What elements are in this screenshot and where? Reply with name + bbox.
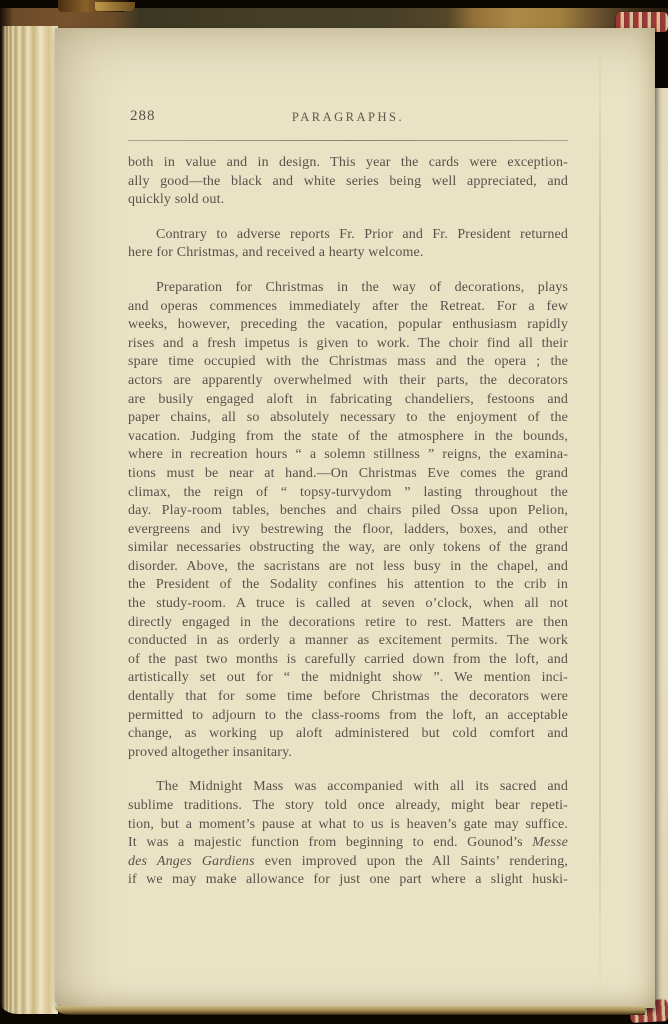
text-segment: the study-room. A truce is called at seven o’clock, when all not bbox=[128, 596, 568, 612]
text-line bbox=[128, 173, 568, 192]
text-line bbox=[128, 539, 568, 558]
text-segment: and operas commences immediately after the Retreat. For a few bbox=[128, 298, 568, 314]
text-segment: even improved upon the All Saints’ rendering, bbox=[254, 853, 568, 869]
text-line bbox=[128, 353, 568, 372]
text-segment: paper chains, all so absolutely necessary to the enjoyment of the bbox=[128, 410, 568, 426]
text-line bbox=[128, 279, 568, 298]
text-segment: change, as working up aloft administered but cold comfort and bbox=[128, 726, 568, 742]
worn-leather-fragment bbox=[95, 2, 135, 11]
text-line bbox=[128, 651, 568, 670]
text-segment: spare time occupied with the Christmas mass and the opera ; the bbox=[128, 354, 568, 370]
text-segment: ally good—the black and white series being well appreciated, and bbox=[128, 173, 568, 189]
text-line bbox=[128, 521, 568, 540]
text-segment: dentally that for some time before Christmas the decorators were bbox=[128, 689, 568, 705]
page-number: 288 bbox=[130, 108, 156, 124]
text-line bbox=[128, 191, 568, 210]
text-line bbox=[128, 298, 568, 317]
text-line bbox=[128, 409, 568, 428]
text-line bbox=[128, 688, 568, 707]
text-line bbox=[128, 595, 568, 614]
text-line bbox=[128, 465, 568, 484]
header-rule bbox=[128, 140, 568, 141]
running-title: PARAGRAPHS. bbox=[291, 110, 405, 124]
text-segment: conducted in as orderly a manner as excitement permits. The work bbox=[128, 633, 568, 649]
text-line bbox=[128, 226, 568, 245]
text-line bbox=[128, 725, 568, 744]
text-line bbox=[128, 576, 568, 595]
text-line bbox=[128, 428, 568, 447]
text-segment: both in value and in design. This year the cards were exception- bbox=[128, 155, 568, 170]
text-line bbox=[128, 316, 568, 335]
text-line bbox=[128, 797, 568, 816]
text-line bbox=[128, 335, 568, 354]
text-segment: sublime traditions. The story told once already, might bear repeti- bbox=[128, 798, 568, 813]
text-segment: weeks, however, preceding the vacation, popular enthusiasm rapidly bbox=[128, 317, 568, 333]
text-segment: tions must be near at hand.—On Christmas Eve comes the grand bbox=[128, 465, 568, 481]
text-segment: where in recreation hours “ a solemn stillness ” reigns, the examina- bbox=[128, 447, 568, 463]
text-segment: if we may make allowance for just one part where a slight huski- bbox=[128, 872, 568, 888]
stacked-page-edges bbox=[0, 26, 58, 1014]
paragraph bbox=[128, 778, 568, 890]
text-line bbox=[128, 853, 568, 872]
text-segment: evergreens and ivy bestrewing the floor, ladders, boxes, and other bbox=[128, 521, 568, 537]
text-segment: The Midnight Mass was accompanied with all its sacred and bbox=[156, 779, 568, 795]
text-segment: the President of the Sodality confines his attention to the crib in bbox=[128, 577, 568, 593]
book-page bbox=[55, 28, 655, 1008]
text-segment: day. Play-room tables, benches and chairs piled Ossa upon Pelion, bbox=[128, 503, 568, 519]
text-line bbox=[128, 614, 568, 633]
text-segment: Preparation for Christmas in the way of decorations, plays bbox=[156, 279, 568, 295]
text-line bbox=[128, 446, 568, 465]
text-segment: It was a majestic function from beginning to end. Gounod’s bbox=[128, 835, 533, 851]
text-segment: rises and a fresh impetus is given to work. The choir find all their bbox=[128, 335, 568, 351]
text-segment: permitted to adjourn to the class-rooms from the loft, an acceptable bbox=[128, 707, 568, 723]
text-line bbox=[128, 244, 568, 263]
text-segment: proved altogether insanitary. bbox=[128, 744, 292, 760]
text-line bbox=[128, 558, 568, 577]
text-segment: directly engaged in the decorations retire to rest. Matters are then bbox=[128, 614, 568, 630]
text-segment: Contrary to adverse reports Fr. Prior and Fr. President returned bbox=[156, 226, 568, 242]
text-segment: actors are apparently overwhelmed with their parts, the decorators bbox=[128, 372, 568, 388]
text-line bbox=[128, 834, 568, 853]
paragraph bbox=[128, 279, 568, 762]
print-area bbox=[128, 28, 568, 890]
text-line bbox=[128, 372, 568, 391]
text-segment: tion, but a moment’s pause at what to us is heaven’s gate may suffice. bbox=[128, 816, 568, 832]
text-line bbox=[128, 707, 568, 726]
text-line bbox=[128, 816, 568, 835]
paragraph bbox=[128, 226, 568, 263]
text-line bbox=[128, 744, 568, 763]
italic-text-segment: des Anges Gardiens bbox=[128, 853, 255, 869]
text-line bbox=[128, 669, 568, 688]
text-line bbox=[128, 502, 568, 521]
text-line bbox=[128, 778, 568, 797]
text-segment: disorder. Above, the sacristans are not less busy in the chapel, and bbox=[128, 558, 568, 574]
text-line bbox=[128, 484, 568, 503]
text-segment: vacation. Judging from the state of the atmosphere in the bounds, bbox=[128, 428, 568, 444]
text-line bbox=[128, 391, 568, 410]
text-line bbox=[128, 632, 568, 651]
text-segment: quickly sold out. bbox=[128, 192, 225, 208]
text-segment: climax, the reign of “ topsy-turvydom ” lasting throughout the bbox=[128, 484, 568, 500]
text-line bbox=[128, 154, 568, 173]
text-segment: similar necessaries obstructing the way, are only tokens of the grand bbox=[128, 540, 568, 556]
running-head bbox=[128, 108, 568, 128]
paragraph bbox=[128, 154, 568, 210]
text-line bbox=[128, 871, 568, 890]
text-segment: here for Christmas, and received a hearty welcome. bbox=[128, 245, 424, 261]
text-segment: artistically set out for “ the midnight show ”. We mention inci- bbox=[128, 670, 568, 686]
text-segment: of the past two months is carefully carried down from the loft, and bbox=[128, 651, 568, 667]
page-body bbox=[128, 154, 568, 890]
text-segment: are busily engaged aloft in fabricating chandeliers, festoons and bbox=[128, 391, 568, 407]
italic-text-segment: Messe bbox=[532, 835, 568, 851]
